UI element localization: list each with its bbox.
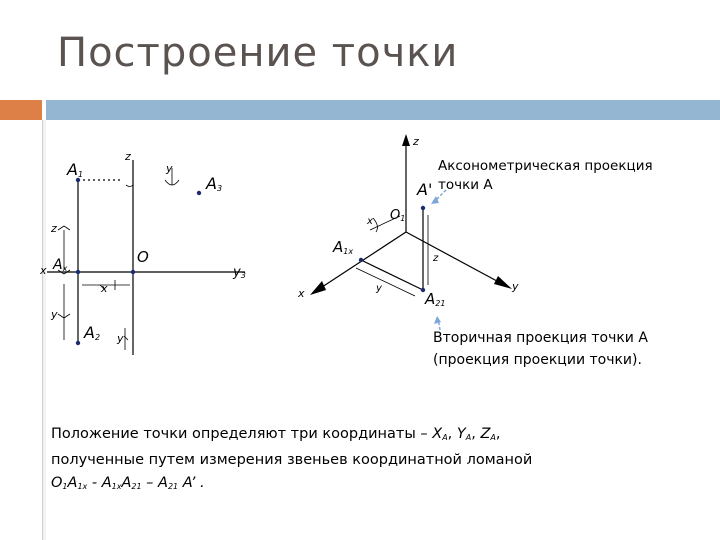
label-x-dim: x (367, 216, 373, 227)
label-x-left: x (40, 264, 47, 277)
label-x-right: x (298, 287, 305, 300)
label-y-dim: y (376, 283, 382, 294)
label-xA: x (101, 282, 108, 295)
point-A1x (359, 258, 363, 262)
label-A3: $A_3$ (206, 174, 223, 193)
label-z-left: z (125, 150, 131, 163)
label-zA: z (51, 222, 57, 235)
explanation-line-1: Положение точки определяют три координаты – $X_A$, $Y_A$, $Z_A$, (51, 426, 501, 442)
label-A1x: $A_{1x}$ (333, 238, 354, 256)
label-y-top: y (166, 162, 173, 175)
caption-secondary: Вторичная проекция точки А (проекция проекции точки). (433, 330, 648, 368)
coordinates-explanation (51, 423, 532, 498)
label-y3: $y_3$ (233, 265, 246, 280)
point-Ax (76, 270, 80, 274)
label-y-right: y (512, 280, 519, 293)
label-z-dim: z (433, 253, 439, 264)
label-O: O (137, 248, 149, 266)
caption-axonometric: Аксонометрическая проекция точки А (438, 158, 653, 193)
label-z-right: z (413, 135, 419, 148)
label-yA: y (51, 308, 58, 321)
axo-y-axis (406, 232, 508, 287)
label-A21: $A_{21}$ (425, 290, 446, 308)
label-A-prime: A' (417, 180, 433, 199)
label-Ax: $A_x$ (53, 257, 68, 273)
point-A2 (76, 341, 80, 345)
explanation-line-2: полученные путем измерения звеньев координатной ломаной (51, 452, 533, 468)
point-A3 (197, 191, 201, 195)
label-A1: $A_1$ (67, 160, 84, 179)
page-title: Построение точки (57, 30, 459, 76)
point-A (421, 206, 425, 210)
label-y1: y (117, 332, 124, 345)
label-A2: $A_2$ (84, 323, 101, 342)
explanation-line-3: $O_1A_{1x} - A_{1x}A_{21} - A_{21}$ A’ . (51, 475, 205, 491)
label-O1: $O_1$ (390, 208, 406, 223)
point-O (131, 270, 135, 274)
